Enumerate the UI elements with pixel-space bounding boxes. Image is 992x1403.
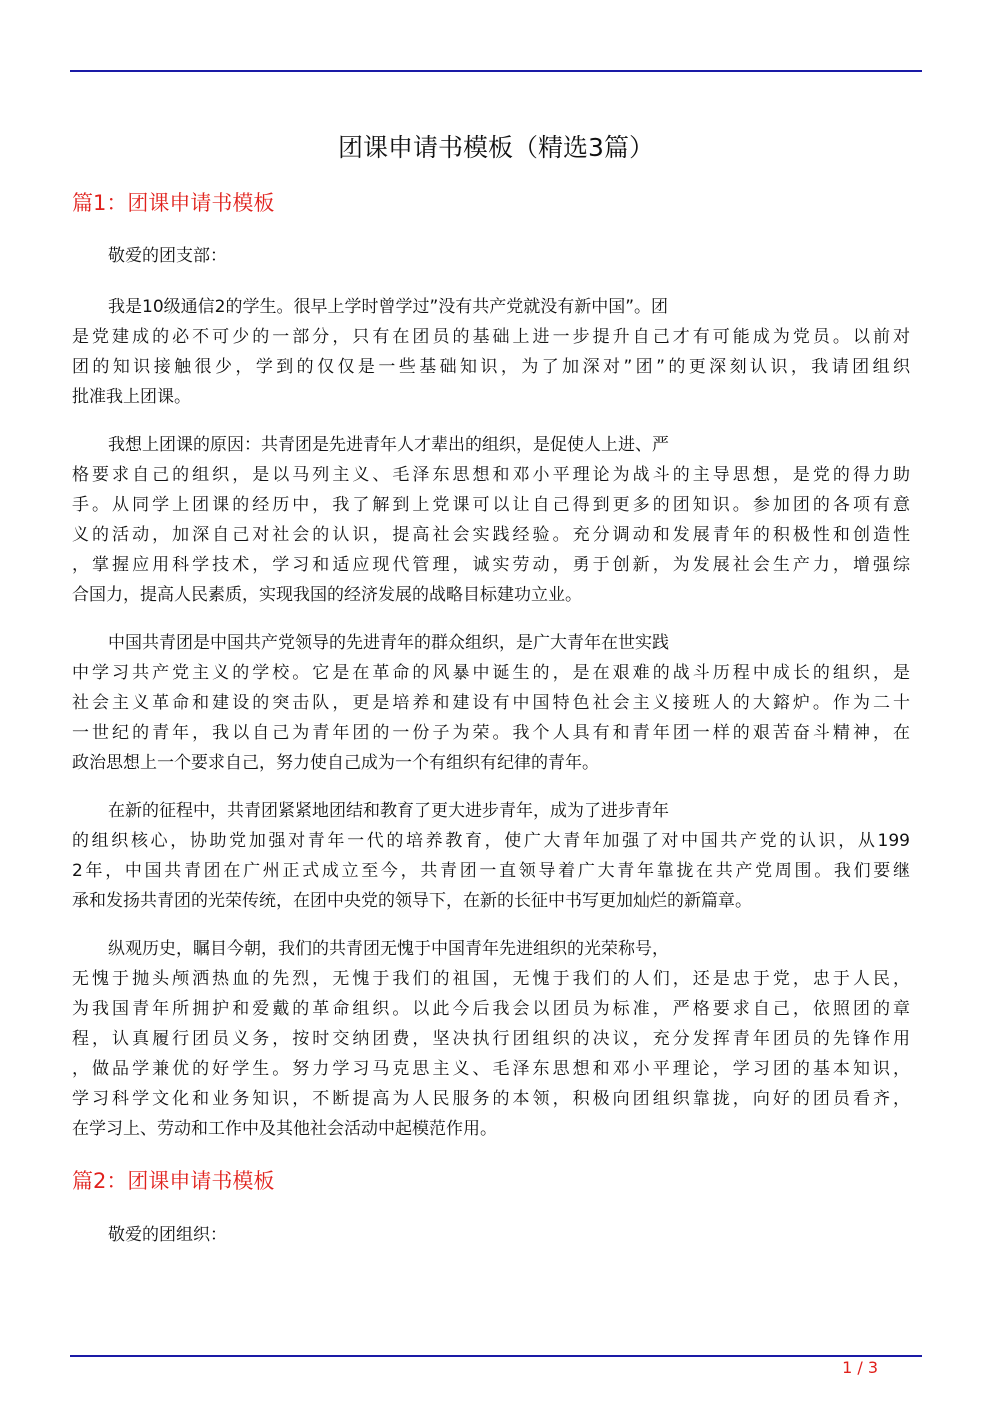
paragraph-line: 是党建成的必不可少的一部分，只有在团员的基础上进一步提升自己才有可能成为党员。以前对 [72,327,910,347]
paragraph-line: 中学习共产党主义的学校。它是在革命的风暴中诞生的，是在艰难的战斗历程中成长的组织，是 [72,663,910,683]
footer-rule [70,1355,922,1357]
paragraph-line: 承和发扬共青团的光荣传统，在团中央党的领导下，在新的长征中书写更加灿烂的新篇章。 [72,891,752,911]
section-1-body [72,292,910,1162]
paragraph-line: 格要求自己的组织，是以马列主义、毛泽东思想和邓小平理论为战斗的主导思想，是党的得力助 [72,465,910,485]
paragraph-line: 程，认真履行团员义务，按时交纳团费，坚决执行团组织的决议，充分发挥青年团员的先锋作用 [72,1029,910,1049]
paragraph-line: 合国力，提高人民素质，实现我国的经济发展的战略目标建功立业。 [72,585,582,605]
paragraph-line: 纵观历史，瞩目今朝，我们的共青团无愧于中国青年先进组织的光荣称号， [108,939,669,959]
paragraph-line: 中国共青团是中国共产党领导的先进青年的群众组织，是广大青年在世实践 [108,633,669,653]
paragraph-line: 的组织核心，协助党加强对青年一代的培养教育，使广大青年加强了对中国共产党的认识，从199 [72,831,910,851]
paragraph [72,796,910,916]
section-1-heading: 篇1：团课申请书模板 [72,191,275,215]
section-2-salutation: 敬爱的团组织： [108,1225,227,1245]
paragraph-line: 无愧于抛头颅洒热血的先烈，无愧于我们的祖国，无愧于我们的人们，还是忠于党，忠于人民， [72,969,910,989]
paragraph-line: 在新的征程中，共青团紧紧地团结和教育了更大进步青年，成为了进步青年 [108,801,669,821]
paragraph-line: 批准我上团课。 [72,387,191,407]
section-1-salutation: 敬爱的团支部： [108,246,227,266]
paragraph-line: 为我国青年所拥护和爱戴的革命组织。以此今后我会以团员为标准，严格要求自己，依照团的章 [72,999,910,1019]
paragraph [72,628,910,778]
paragraph [72,934,910,1144]
paragraph-line: 义的活动，加深自己对社会的认识，提高社会实践经验。充分调动和发展青年的积极性和创造性 [72,525,910,545]
section-2-heading: 篇2：团课申请书模板 [72,1169,275,1193]
paragraph-line: ，做品学兼优的好学生。努力学习马克思主义、毛泽东思想和邓小平理论，学习团的基本知识， [72,1059,910,1079]
paragraph-line: 我想上团课的原因：共青团是先进青年人才辈出的组织，是促使人上进、严 [108,435,669,455]
paragraph [72,292,910,412]
document-title: 团课申请书模板（精选3篇） [338,133,654,162]
paragraph-line: 学习科学文化和业务知识，不断提高为人民服务的本领，积极向团组织靠拢，向好的团员看齐， [72,1089,910,1109]
paragraph-line: 手。从同学上团课的经历中，我了解到上党课可以让自己得到更多的团知识。参加团的各项有意 [72,495,910,515]
paragraph-line: 我是10级通信2的学生。很早上学时曾学过”没有共产党就没有新中国”。团 [108,297,669,317]
paragraph-line: 社会主义革命和建设的突击队，更是培养和建设有中国特色社会主义接班人的大鎔炉。作为二十 [72,693,910,713]
paragraph-line: ，掌握应用科学技术，学习和适应现代管理，诚实劳动，勇于创新，为发展社会生产力，增强综 [72,555,910,575]
paragraph [72,430,910,610]
page-number: 1 / 3 [842,1358,878,1377]
header-rule [70,70,922,72]
paragraph-line: 政治思想上一个要求自己，努力使自己成为一个有组织有纪律的青年。 [72,753,599,773]
paragraph-line: 一世纪的青年，我以自己为青年团的一份子为荣。我个人具有和青年团一样的艰苦奋斗精神，在 [72,723,910,743]
paragraph-line: 2年，中国共青团在广州正式成立至今，共青团一直领导着广大青年靠拢在共产党周围。我们要继 [72,861,910,881]
paragraph-line: 团的知识接触很少，学到的仅仅是一些基础知识，为了加深对”团”的更深刻认识，我请团组织 [72,357,910,377]
paragraph-line: 在学习上、劳动和工作中及其他社会活动中起模范作用。 [72,1119,497,1139]
